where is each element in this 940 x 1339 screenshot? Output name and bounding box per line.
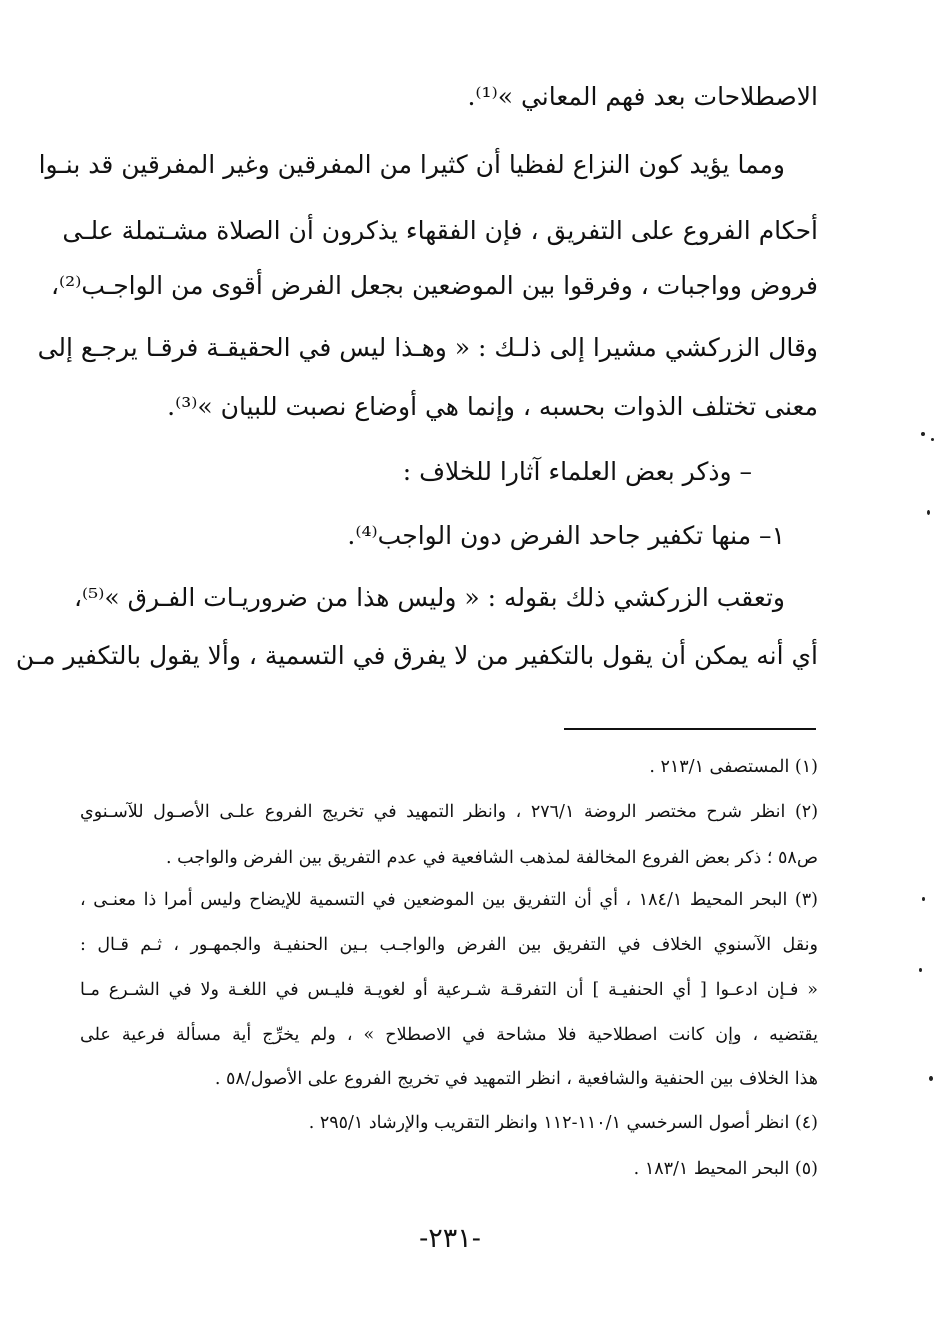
body-line-6: معنى تختلف الذوات بحسبه ، وإنما هي أوضاع نصبت للبيان »⁽³⁾. — [167, 392, 818, 421]
scan-speck — [919, 968, 922, 972]
body-line-1: الاصطلاحات بعد فهم المعاني »⁽¹⁾. — [467, 82, 818, 111]
footnote-line-7: يقتضيه ، وإن كانت اصطلاحية فلا مشاحة في الاصطلاح » ، ولم يخرِّج أية مسألة فرعية على — [80, 1025, 818, 1045]
scan-speck — [921, 432, 925, 436]
scan-speck — [927, 510, 930, 515]
scan-speck — [922, 897, 925, 901]
footnote-line-10: (٥) البحر المحيط ١٨٣/١ . — [633, 1159, 818, 1179]
footnote-line-4: (٣) البحر المحيط ١٨٤/١ ، أي أن التفريق بين الموضعين في التسمية للإيضاح وليس أمرا ذا معنـى ، — [80, 890, 818, 910]
body-line-5: وقال الزركشي مشيرا إلى ذلـك : « وهـذا ليس في الحقيقـة فرقـا يرجـع إلى — [37, 333, 818, 362]
footnote-separator — [564, 728, 816, 730]
footnote-line-5: ونقل الآسنوي الخلاف في التفريق بين الفرض والواجـب بـين الحنفيـة والجمهـور ، ثـم قـال : — [80, 935, 818, 955]
footnote-line-2: (٢) انظر شرح مختصر الروضة ٢٧٦/١ ، وانظر التمهيد في تخريج الفروع علـى الأصـول للآسـنوي — [80, 802, 819, 822]
scan-speck — [931, 438, 934, 441]
footnote-line-1: (١) المستصفى ٢١٣/١ . — [649, 757, 818, 777]
body-line-10: أي أنه يمكن أن يقول بالتكفير من لا يفرق في التسمية ، وألا يقول بالتكفير مـن — [15, 641, 818, 670]
body-line-2: ومما يؤيد كون النزاع لفظيا أن كثيرا من المفرقين وغير المفرقين قد بنـوا — [38, 150, 785, 179]
body-line-8: ١– منها تكفير جاحد الفرض دون الواجب⁽⁴⁾. — [347, 521, 785, 550]
footnote-line-3: ص٥٨ ؛ ذكر بعض الفروع المخالفة لمذهب الشافعية في عدم التفريق بين الفرض والواجب . — [165, 848, 818, 868]
footnote-line-8: هذا الخلاف بين الحنفية والشافعية ، انظر التمهيد في تخريج الفروع على الأصول/٥٨ . — [214, 1069, 818, 1089]
footnote-line-6: « فـإن ادعـوا [ أي الحنفيـة ] أن التفرقـة شـرعية أو لغويـة فليـس في اللغـة ولا في الشـرع مـا — [80, 980, 818, 1000]
scan-speck — [929, 1076, 933, 1081]
body-line-4: فروض وواجبات ، وفرقوا بين الموضعين بجعل الفرض أقوى من الواجـب⁽²⁾، — [50, 271, 818, 300]
page-number: -٢٣١- — [419, 1223, 481, 1254]
body-line-3: أحكام الفروع على التفريق ، فإن الفقهاء يذكرون أن الصلاة مشـتملة علـى — [62, 216, 818, 245]
footnote-line-9: (٤) انظر أصول السرخسي ١١٠/١-١١٢ وانظر التقريب والإرشاد ٢٩٥/١ . — [308, 1113, 818, 1133]
body-line-9: وتعقب الزركشي ذلك بقوله : « وليس هذا من ضروريـات الفـرق »⁽⁵⁾، — [73, 583, 785, 612]
body-line-7: – وذكر بعض العلماء آثارا للخلاف : — [402, 457, 752, 486]
